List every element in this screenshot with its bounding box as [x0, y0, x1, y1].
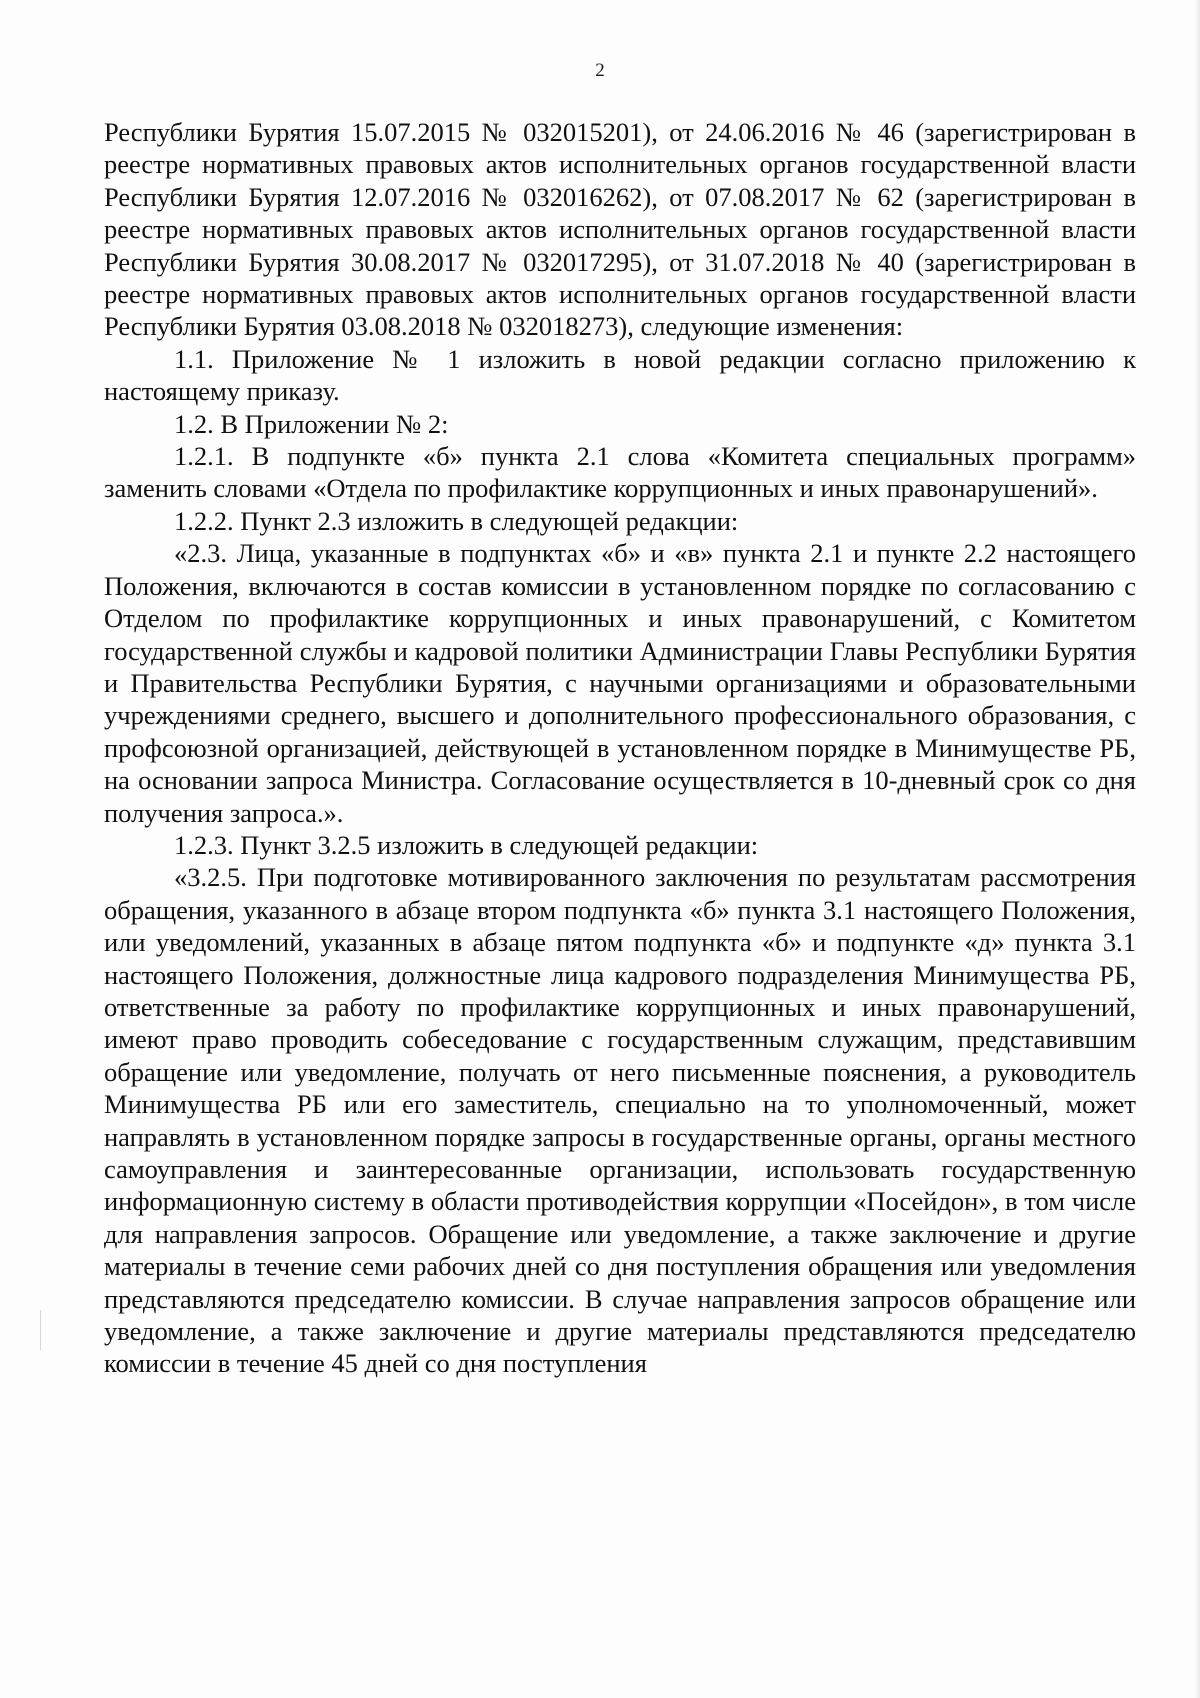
paragraph-3-2-5-quote: «3.2.5. При подготовке мотивированного заключения по результатам рассмотрения обращения, указанного в абзаце втором подпункта «б» пункта 3.1 настоящего Положения, или уведомлений, указанных в абзаце пятом подпункта «б» и подпункте «д» пункта 3.1 настоящего Положения, должностные лица кадрового подразделения Минимущества РБ, ответственные за работу по профилактике коррупционных и иных правонарушений, имеют право проводить собеседование с государственным служащим, представившим обращение или уведомление, получать от него письменные пояснения, а руководитель Минимущества РБ или его заместитель, специально на то уполномоченный, может направлять в установленном порядке запросы в государственные органы, органы местного самоуправления и заинтересованные организации, использовать государственную информационную систему в области противодействия коррупции «Посейдон», в том числе для направления запросов. Обращение или уведомление, а также заключение и другие материалы в течение семи рабочих дней со дня поступления обращения или уведомления представляются председателю комиссии. В случае направления запросов обращение или уведомление, а также заключение и другие материалы представляются председателю комиссии в течение 45 дней со дня поступления [104, 862, 1136, 1379]
paragraph-1-2: 1.2. В Приложении № 2: [174, 408, 449, 439]
document-body [104, 116, 1136, 1380]
paragraph-2-3-quote: «2.3. Лица, указанные в подпунктах «б» и «в» пункта 2.1 и пункте 2.2 настоящего Положения, включаются в состав комиссии в установленном порядке по согласованию с Отделом по профилактике коррупционных и иных правонарушений, с Комитетом государственной службы и кадровой политики Администрации Главы Республики Бурятия и Правительства Республики Бурятия, с научными организациями и образовательными учреждениями среднего, высшего и дополнительного профессионального образования, с профсоюзной организацией, действующей в установленном порядке в Минимуществе РБ, на основании запроса Министра. Согласование осуществляется в 10-дневный срок со дня получения запроса.». [104, 538, 1136, 828]
paragraph-1-2-3: 1.2.3. Пункт 3.2.5 изложить в следующей редакции: [174, 829, 759, 860]
paragraph-1-1: 1.1. Приложение № 1 изложить в новой редакции согласно приложению к настоящему приказу. [104, 343, 1136, 407]
scan-mark [40, 1310, 41, 1350]
scan-edge-shadow [1194, 0, 1200, 1698]
paragraph-1-2-1: 1.2.1. В подпункте «б» пункта 2.1 слова «Комитета специальных программ» заменить словами «Отдела по профилактике коррупционных и иных правонарушений». [104, 441, 1136, 504]
paragraph-1-2-2: 1.2.2. Пункт 2.3 изложить в следующей редакции: [174, 505, 739, 536]
page-number: 2 [595, 60, 605, 81]
paragraph-registration-continuation: Республики Бурятия 15.07.2015 № 032015201), от 24.06.2016 № 46 (зарегистрирован в реестре нормативных правовых актов исполнительных органов государственной власти Республики Бурятия 12.07.2016 № 032016262), от 07.08.2017 № 62 (зарегистрирован в реестре нормативных правовых актов исполнительных органов государственной власти Республики Бурятия 30.08.2017 № 032017295), от 31.07.2018 № 40 (зарегистрирован в реестре нормативных правовых актов исполнительных органов государственной власти Республики Бурятия 03.08.2018 № 032018273), следующие изменения: [104, 117, 1136, 342]
